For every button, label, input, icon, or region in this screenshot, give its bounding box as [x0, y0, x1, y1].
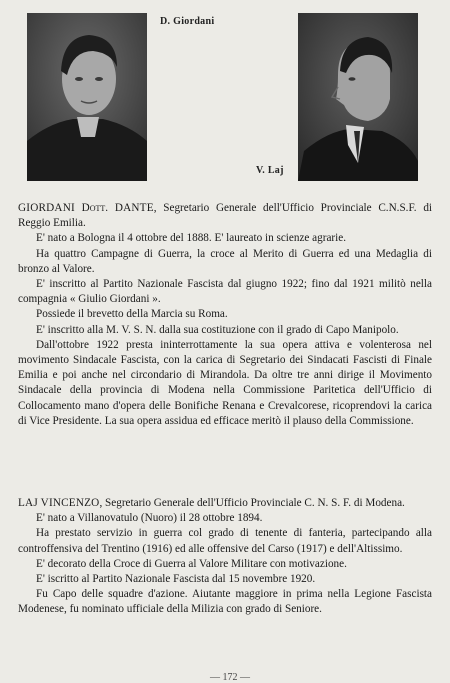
- caption-laj: V. Laj: [256, 165, 284, 176]
- biography-laj: [18, 496, 432, 618]
- portrait-photo-laj: [298, 13, 418, 181]
- bio-paragraph: E' decorato della Croce di Guerra al Valore Militare con motivazione.: [36, 557, 347, 570]
- bio-paragraph: Fu Capo delle squadre d'azione. Aiutante maggiore in prima nella Legione Fascista Modenese, fu nominato ufficiale della Milizia con grado di Seniore.: [18, 588, 432, 616]
- portrait-photo-giordani: [27, 13, 147, 181]
- bio-paragraph: Dall'ottobre 1922 presta ininterrottamente la sua opera attiva e volenterosa nel movimento Sindacale Fascista, con la carica di Segretario dei Sindacati Fascisti di Finale Emilia e poi anche nel circondario di Mirandola. Da oltre tre anni dirige il Movimento Sindacale della provincia di Modena nella Commissione Paritetica dell'Ufficio di Collocamento mano d'opera delle Bonifiche Renana e Crevalcorese, ricoprendovi la carica di Vice Presidente. La sua opera assidua ed efficace meritò il plauso della Commissione.: [18, 338, 432, 427]
- page-number: — 172 —: [210, 672, 250, 683]
- bio-paragraph: E' inscritto alla M. V. S. N. dalla sua costituzione con il grado di Capo Manipolo.: [36, 323, 399, 336]
- bio-intro: , Segretario Generale dell'Ufficio Provinciale C.N.S.F. di Reggio Emilia.: [18, 202, 433, 230]
- bio-paragraph: E' nato a Villanovatulo (Nuoro) il 28 ottobre 1894.: [36, 512, 263, 525]
- bio-paragraph: E' inscritto al Partito Nazionale Fascista dal giugno 1922; fino dal 1921 militò nella compagnia « Giulio Giordani ».: [18, 278, 432, 306]
- bio-name: LAJ VINCENZO: [18, 497, 100, 509]
- bio-paragraph: E' iscritto al Partito Nazionale Fascista dal 15 novembre 1920.: [36, 573, 316, 586]
- bio-paragraph: Ha prestato servizio in guerra col grado di tenente di fanteria, partecipando alla controffensiva del Trentino (1916) ed alle offensive del Carso (1917) e dell'Altissimo.: [18, 527, 432, 555]
- bio-paragraph: Ha quattro Campagne di Guerra, la croce al Merito di Guerra ed una Medaglia di bronzo al Valore.: [18, 247, 432, 275]
- bio-first-name: DANTE: [114, 202, 154, 214]
- bio-intro: , Segretario Generale dell'Ufficio Provinciale C. N. S. F. di Modena.: [99, 497, 405, 509]
- biography-giordani: [18, 201, 432, 429]
- bio-heading-paragraph: [18, 496, 432, 511]
- bio-name: GIORDANI: [18, 202, 75, 214]
- bio-heading-paragraph: [18, 201, 432, 231]
- caption-giordani: D. Giordani: [160, 16, 215, 27]
- bio-paragraph: Possiede il brevetto della Marcia su Roma.: [36, 308, 228, 321]
- bio-paragraph: E' nato a Bologna il 4 ottobre del 1888. E' laureato in scienze agrarie.: [36, 232, 347, 245]
- bio-title: Dott.: [81, 202, 109, 214]
